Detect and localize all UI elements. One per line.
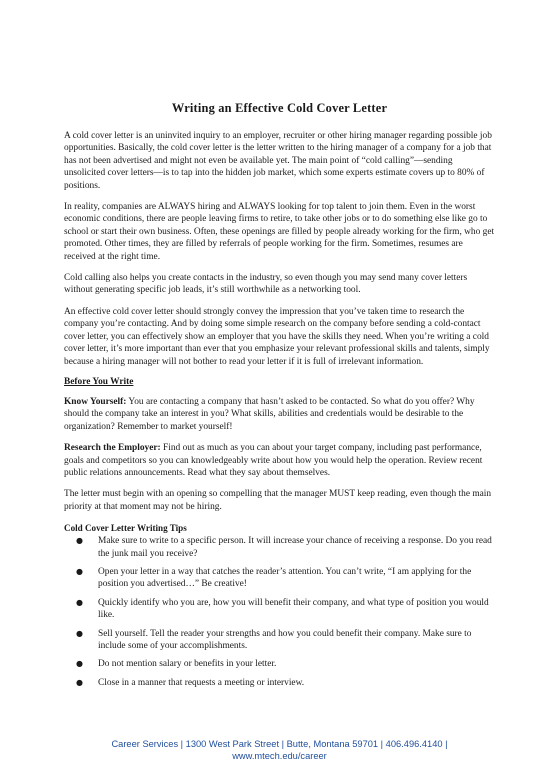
research-employer-lead: Research the Employer:: [64, 443, 161, 454]
know-yourself-lead: Know Yourself:: [64, 396, 127, 407]
document-title: Writing an Effective Cold Cover Letter: [171, 101, 388, 115]
tip-text: Make sure to write to a specific person. It will increase your chance of receiving a response. Do you read the junk mail you receive?: [98, 536, 492, 559]
research-employer-paragraph: [64, 442, 495, 479]
bullet-icon: ●: [76, 597, 83, 607]
tip-text: Quickly identify who you are, how you will benefit their company, and what type of position you would like.: [98, 597, 489, 621]
list-item: [76, 597, 495, 622]
tips-list: [64, 535, 495, 689]
tips-heading: Cold Cover Letter Writing Tips: [64, 523, 187, 534]
bullet-icon: ●: [76, 659, 83, 669]
know-yourself-paragraph: [64, 396, 495, 433]
footer-address: Career Services | 1300 West Park Street | Butte, Montana 59701 | 406.496.4140 |: [111, 739, 448, 749]
bullet-icon: ●: [76, 677, 83, 687]
know-yourself-text: You are contacting a company that hasn’t asked to be contacted. So what do you offer? Why should the company take an interest in you? What skills, abilities and credentials would be desirable to the organization? Remember to market yourself!: [64, 396, 475, 432]
intro-paragraph: A cold cover letter is an uninvited inquiry to an employer, recruiter or other hiring manager regarding possible job opportunities. Basically, the cold cover letter is the letter written to the hiring manager of a company for a job that has not been advertised and might not even be available yet. The main point of “cold calling”—sending unsolicited cover letters—is to tap into the hidden job market, which some experts estimate covers up to 80% of positions.: [64, 131, 492, 191]
footer-website-link[interactable]: www.mtech.edu/career: [232, 751, 327, 761]
opening-paragraph: The letter must begin with an opening so compelling that the manager MUST keep reading, even though the main priority at that moment may not be hiring.: [64, 489, 492, 512]
list-item: [76, 628, 495, 653]
list-item: [76, 535, 495, 560]
list-item: [76, 677, 495, 689]
research-employer-text: Find out as much as you can about your target company, including past performance, goals and competitors so you can knowledgeably write about how you would help the operation. Review recent public relations announcements. Read what they say about themselves.: [64, 443, 483, 478]
tip-text: Sell yourself. Tell the reader your strengths and how you could benefit their company. Make sure to include some of your accomplishments.: [98, 628, 472, 651]
list-item: [76, 658, 495, 670]
bullet-icon: ●: [76, 536, 83, 546]
list-item: [76, 566, 495, 591]
tip-text: Open your letter in a way that catches the reader’s attention. You can’t write, “I am applying for the position you advertised…” Be creative!: [98, 566, 472, 590]
tip-text: Do not mention salary or benefits in your letter.: [98, 659, 277, 670]
reality-paragraph: In reality, companies are ALWAYS hiring and ALWAYS looking for top talent to join them. Even in the worst economic conditions, there are people leaving firms to retire, to take other jobs or to do something else like go to school or start their own business. Often, these openings are filled by people already working for the firm, who get promoted. Other times, they are filled by referrals of people working for the firm. Sometimes, resumes are received at the right time.: [64, 202, 495, 262]
before-you-write-heading: Before You Write: [64, 376, 134, 387]
networking-paragraph: Cold calling also helps you create contacts in the industry, so even though you may send many cover letters without generating specific job leads, it’s still worthwhile as a networking tool.: [64, 273, 468, 296]
tip-text: Close in a manner that requests a meeting or interview.: [98, 677, 305, 688]
effective-letter-paragraph: An effective cold cover letter should strongly convey the impression that you’ve taken time to research the company you’re contacting. And by doing some simple research on the company before sending a cold-contact cover letter, you can effectively show an employer that you have the skills they need. When you’re writing a cold cover letter, it’s more important than ever that you emphasize your relevant professional skills and talents, simply because a hiring manager will not bother to read your letter if it is full of irrelevant information.: [64, 306, 490, 367]
page-footer: [64, 738, 495, 762]
bullet-icon: ●: [76, 566, 83, 576]
bullet-icon: ●: [76, 628, 83, 638]
